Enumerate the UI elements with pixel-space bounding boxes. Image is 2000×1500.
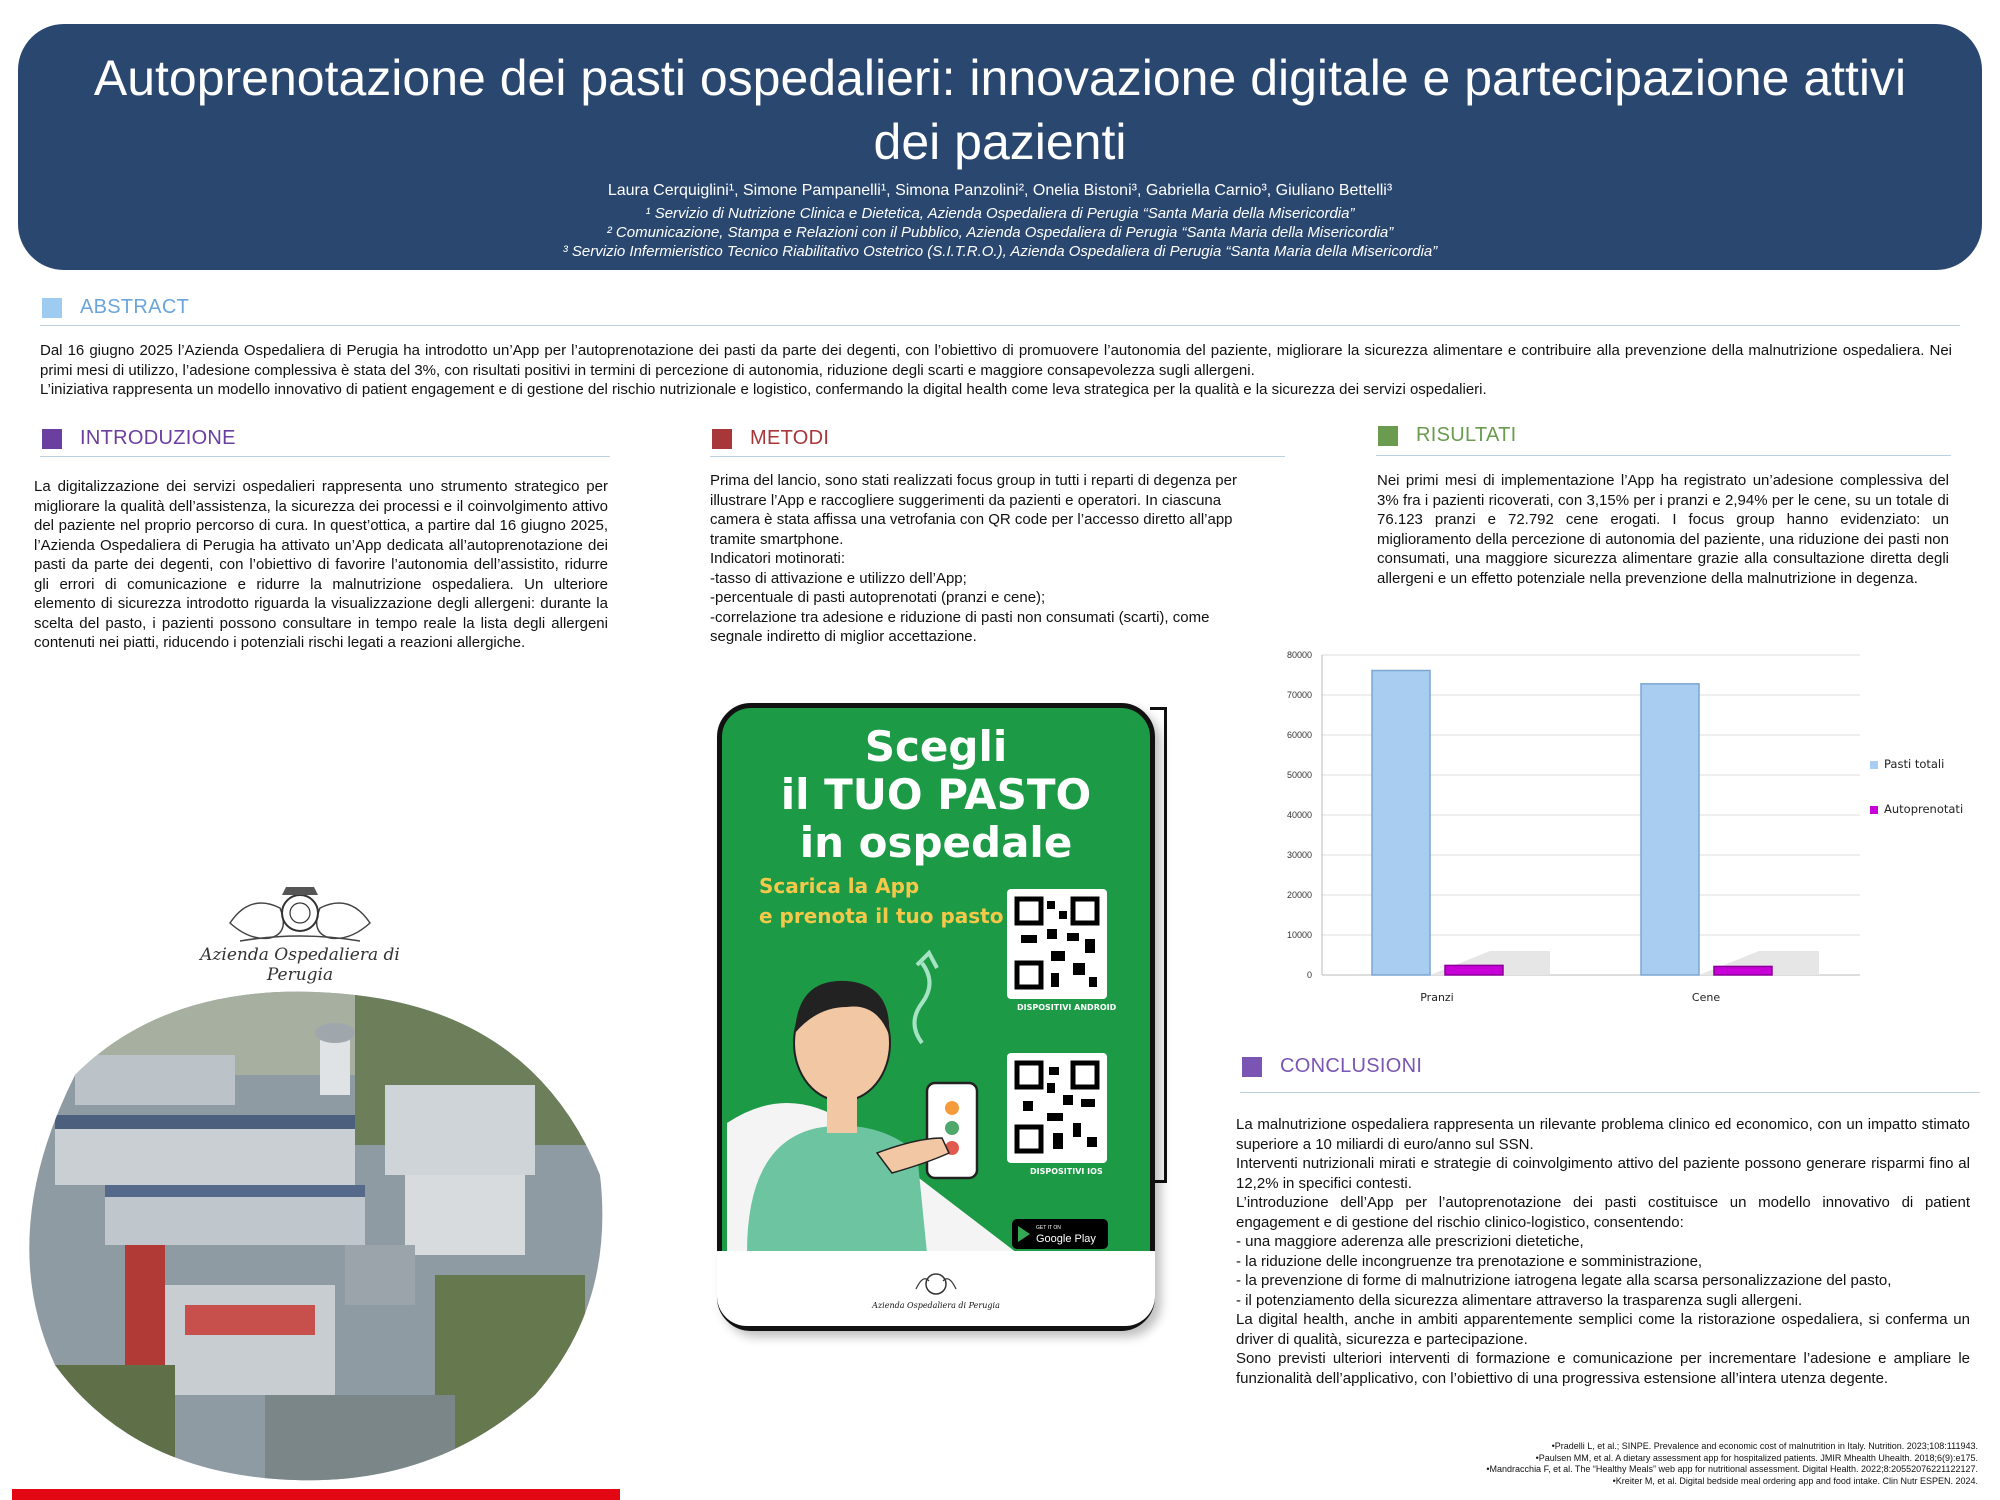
conclusioni-line: La digital health, anche in ambiti apparentemente semplici come la ristorazione ospedaliera, si conferma un driver di qualità, sicurezza e partecipazione.	[1236, 1311, 1970, 1348]
y-tick-label: 80000	[1286, 650, 1312, 660]
play-store-icon	[1018, 1226, 1030, 1242]
conclusioni-line: - la riduzione delle incongruenze tra prenotazione e somministrazione,	[1236, 1252, 1703, 1270]
affiliation-3: ³ Servizio Infermieristico Tecnico Riabilitativo Ostetrico (S.I.T.R.O.), Azienda Ospedaliera di Perugia “Santa Maria della Misericordia”	[562, 243, 1438, 260]
legend-swatch	[1870, 806, 1878, 814]
metodi-line: Indicatori motinorati:	[710, 550, 846, 567]
introduzione-rule	[40, 456, 610, 457]
metodi-rule	[710, 456, 1285, 457]
results-bar-chart	[1270, 640, 1980, 1020]
abstract-rule	[40, 325, 1960, 326]
y-tick-label: 70000	[1286, 690, 1312, 700]
bar-pasti-totali	[1372, 671, 1430, 975]
metodi-text	[710, 471, 1255, 647]
y-tick-label: 40000	[1286, 810, 1312, 820]
metodi-line: Prima del lancio, sono stati realizzati focus group in tutti i reparti di degenza per illustrare l’App e raccogliere suggerimenti da pazienti e operatori. In ciascuna camera è stata affissa una vetrofania con QR code per l’accesso diretto all’app tramite smartphone.	[710, 472, 1237, 548]
poster-headline	[717, 723, 1155, 867]
metodi-square-icon	[712, 429, 732, 449]
references	[1486, 1441, 1978, 1487]
conclusioni-line: - il potenziamento della sicurezza alimentare attraverso la trasparenza sugli allergeni.	[1236, 1291, 1803, 1309]
patient-illustration	[727, 923, 1017, 1253]
conclusioni-title: CONCLUSIONI	[1280, 1055, 1423, 1077]
authors: Laura Cerquiglini¹, Simone Pampanelli¹, Simona Panzolini², Onelia Bistoni³, Gabriella Carnio³, Giuliano Bettelli³	[607, 182, 1393, 199]
metodi-title: METODI	[750, 427, 830, 449]
poster-subtitle-line: e prenota il tuo pasto	[759, 904, 1004, 928]
qr-code-icon	[1007, 1053, 1107, 1163]
abstract-paragraph-1: Dal 16 giugno 2025 l’Azienda Ospedaliera di Perugia ha introdotto un’App per l’autoprenotazione dei pasti da parte dei degenti, con l’obiettivo di promuovere l’autonomia del paziente, migliorare la sicurezza alimentare e contribuire alla prevenzione della malnutrizione ospedaliera. Nei primi mesi di utilizzo, l’adesione complessiva è stata del 3%, con risultati positivi in termini di percezione di autonomia, riduzione degli scarti e maggiore consapevolezza sugli allergeni.	[40, 342, 1952, 379]
risultati-title: RISULTATI	[1416, 424, 1517, 446]
abstract-square-icon	[42, 298, 62, 318]
abstract-title: ABSTRACT	[80, 296, 190, 318]
qr-android-label: DISPOSITIVI ANDROID	[1017, 1003, 1117, 1012]
y-tick-label: 60000	[1286, 730, 1312, 740]
hospital-crest-icon	[170, 883, 430, 945]
affiliation-2: ² Comunicazione, Stampa e Relazioni con il Pubblico, Azienda Ospedaliera di Perugia “Santa Maria della Misericordia”	[606, 224, 1394, 241]
qr-ios-box	[1007, 1053, 1107, 1163]
footer-red-bar	[12, 1489, 620, 1500]
poster-headline-line: il TUO PASTO	[780, 770, 1092, 819]
qr-android-box	[1007, 889, 1107, 999]
affiliation-1: ¹ Servizio di Nutrizione Clinica e Dietetica, Azienda Ospedaliera di Perugia “Santa Maria della Misericordia”	[645, 205, 1355, 222]
reference-item: •Kreiter M, et al. Digital bedside meal ordering app and food intake. Clin Nutr ESPEN. 2024.	[1612, 1475, 1978, 1486]
poster-footer-text: Azienda Ospedaliera di Perugia	[872, 1301, 1000, 1310]
risultati-square-icon	[1378, 426, 1398, 446]
abstract-text	[40, 341, 1952, 400]
risultati-rule	[1376, 455, 1951, 456]
conclusioni-line: - la prevenzione di forme di malnutrizione iatrogena legate alla scarsa personalizzazione del pasto,	[1236, 1272, 1892, 1289]
header-banner	[18, 24, 1982, 270]
reference-item: •Paulsen MM, et al. A dietary assessment app for hospitalized patients. JMIR Mhealth Uhealth. 2018;6(9):e175.	[1535, 1452, 1978, 1463]
y-tick-label: 0	[1306, 970, 1312, 980]
legend-swatch	[1870, 761, 1878, 769]
conclusioni-rule	[1240, 1092, 1980, 1093]
introduzione-square-icon	[42, 429, 62, 449]
hospital-logo-text: Azienda Ospedaliera di Perugia	[200, 945, 400, 985]
qr-code-icon	[1007, 889, 1107, 999]
poster-footer	[717, 1251, 1155, 1326]
conclusioni-heading	[1242, 1055, 1422, 1078]
google-play-label: Google Play	[1036, 1233, 1096, 1245]
poster-headline-line: in ospedale	[799, 818, 1073, 867]
legend-label: Autoprenotati	[1884, 802, 1964, 816]
risultati-heading	[1378, 424, 1516, 447]
y-tick-label: 30000	[1286, 850, 1312, 860]
metodi-heading	[712, 427, 829, 450]
metodi-line: -correlazione tra adesione e riduzione di pasti non consumati (scarti), come segnale indiretto di miglior accettazione.	[710, 608, 1210, 645]
poster-subtitle	[759, 871, 1003, 931]
introduzione-heading	[42, 427, 236, 450]
risultati-text: Nei primi mesi di implementazione l’App ha registrato un’adesione complessiva del 3% fra i pazienti ricoverati, con 3,15% per i pranzi e 2,94% per le cene, su un totale di 76.123 pranzi e 72.792 cene erogati. I focus group hanno evidenziato: un miglioramento della percezione di autonomia del paziente, una riduzione dei pasti non consumati, una maggiore sicurezza alimentare grazie alla consultazione diretta degli allergeni e un effetto potenziale nella prevenzione della malnutrizione in degenza.	[1377, 472, 1949, 587]
bar-autoprenotati	[1714, 966, 1772, 975]
hospital-logo	[170, 883, 430, 985]
bar-pasti-totali	[1641, 684, 1699, 975]
reference-item: •Pradelli L, et al.; SINPE. Prevalence and economic cost of malnutrition in Italy. Nutrition. 2023;108:111943.	[1551, 1441, 1978, 1451]
y-tick-label: 50000	[1286, 770, 1312, 780]
app-poster	[717, 703, 1167, 1338]
y-tick-label: 20000	[1286, 890, 1312, 900]
conclusioni-line: Interventi nutrizionali mirati e strategie di coinvolgimento attivo del paziente possono generare risparmi fino al 12,2% in specifici contesti.	[1236, 1155, 1970, 1192]
legend-label: Pasti totali	[1884, 757, 1945, 771]
conclusioni-line: La malnutrizione ospedaliera rappresenta un rilevante problema clinico ed economico, con un impatto stimato superiore a 10 miliardi di euro/anno sul SSN.	[1236, 1116, 1970, 1153]
qr-ios-label: DISPOSITIVI IOS	[1030, 1167, 1103, 1176]
reference-item: •Mandracchia F, et al. The “Healthy Meals” web app for nutritional assessment. Digital Health. 2022;8:20552076221122127.	[1486, 1464, 1978, 1474]
bar-autoprenotati	[1445, 965, 1503, 975]
conclusioni-line: L’introduzione dell’App per l’autoprenotazione dei pasti costituisce un modello innovativo di patient engagement e di gestione del rischio clinico-logistico, consentendo:	[1236, 1194, 1970, 1231]
conclusioni-text	[1236, 1115, 1970, 1388]
conclusioni-square-icon	[1242, 1057, 1262, 1077]
y-tick-label: 10000	[1286, 930, 1312, 940]
metodi-line: -tasso di attivazione e utilizzo dell’App;	[710, 569, 967, 587]
poster-subtitle-line: Scarica la App	[759, 874, 920, 898]
metodi-line: -percentuale di pasti autoprenotati (pranzi e cene);	[710, 589, 1046, 606]
introduzione-text: La digitalizzazione dei servizi ospedalieri rappresenta uno strumento strategico per migliorare la qualità dell’assistenza, la sicurezza dei processi e il coinvolgimento attivo del paziente nel proprio percorso di cura. In quest’ottica, a partire dal 16 giugno 2025, l’Azienda Ospedaliera di Perugia ha attivato un’App dedicata all’autoprenotazione dei pasti da parte dei degenti, con l’obiettivo di favorire l’autonomia dell’assistito, ridurre gli errori di comunicazione e ridurre la malnutrizione ospedaliera. Un ulteriore elemento di sicurezza introdotto riguarda la visualizzazione degli allergeni: durante la scelta del pasto, i pazienti possono consultare in tempo reale la lista degli allergeni contenuti nei piatti, riducendo i potenziali rischi legati a reazioni allergiche.	[34, 478, 608, 651]
conclusioni-line: - una maggiore aderenza alle prescrizioni dietetiche,	[1236, 1233, 1584, 1250]
introduzione-title: INTRODUZIONE	[80, 427, 236, 449]
abstract-heading	[42, 296, 189, 319]
google-play-small-label: GET IT ON	[1036, 1225, 1061, 1231]
hospital-aerial-image	[15, 985, 605, 1485]
poster-headline-line: Scegli	[864, 722, 1008, 771]
x-tick-label: Pranzi	[1420, 991, 1454, 1004]
poster-crest-icon	[911, 1269, 961, 1299]
abstract-paragraph-2: L’iniziativa rappresenta un modello innovativo di patient engagement e di gestione del rischio nutrizionale e logistico, confermando la digital health come leva strategica per la qualità e la sicurezza dei servizi ospedalieri.	[40, 381, 1487, 398]
x-tick-label: Cene	[1691, 991, 1721, 1004]
google-play-badge	[1012, 1219, 1108, 1249]
conclusioni-line: Sono previsti ulteriori interventi di formazione e comunicazione per incrementare l’adesione e ampliare le funzionalità dell’applicativo, con l’obiettivo di una progressiva estensione all’intera utenza degente.	[1236, 1350, 1970, 1387]
poster-title: Autoprenotazione dei pasti ospedalieri: innovazione digitale e partecipazione attivi dei pazienti	[93, 50, 1907, 170]
